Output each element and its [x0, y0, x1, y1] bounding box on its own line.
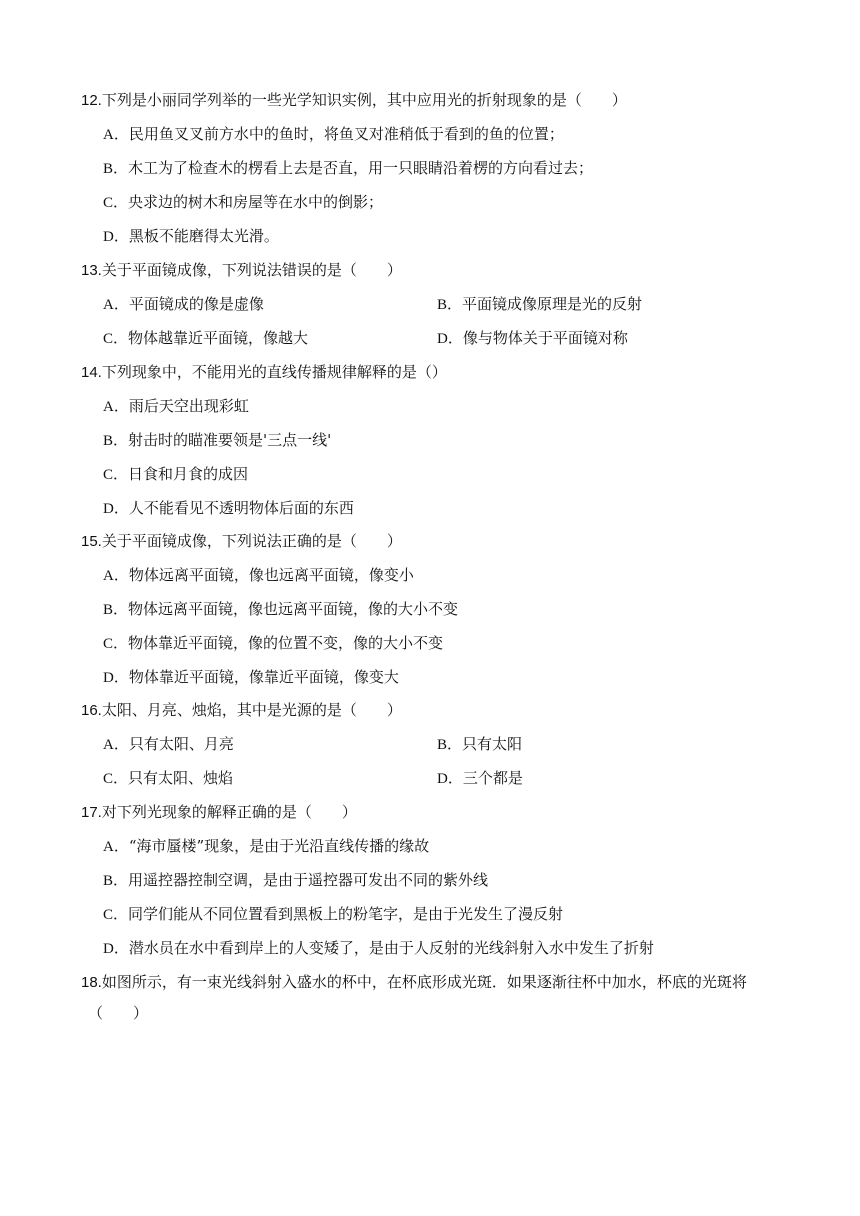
option-letter: D． — [437, 771, 463, 787]
option-text: 雨后天空出现彩虹 — [128, 397, 249, 415]
option-letter: A． — [103, 297, 129, 313]
option-letter: C． — [103, 331, 129, 347]
option-letter: B． — [103, 161, 129, 177]
question-number: 14. — [81, 364, 102, 381]
option-letter: D． — [437, 331, 463, 347]
option-text: “海市蜃楼”现象，是由于光沿直线传播的缘故 — [128, 837, 430, 855]
option-text: 射击时的瞄准要领是'三点一线' — [128, 431, 332, 449]
option-letter: D． — [103, 670, 129, 686]
option-letter: C． — [103, 195, 129, 211]
option-16-a — [103, 733, 234, 754]
question-stem: 下列是小丽同学列举的一些光学知识实例，其中应用光的折射现象的是（ ） — [101, 91, 627, 109]
option-17-b — [103, 869, 488, 890]
option-letter: B． — [103, 602, 129, 618]
option-12-d — [103, 225, 279, 246]
question-13 — [81, 259, 402, 280]
option-12-c — [103, 191, 383, 212]
option-text: 三个都是 — [462, 769, 523, 787]
option-letter: C． — [103, 907, 129, 923]
option-14-d — [103, 497, 354, 518]
question-number: 18. — [81, 974, 102, 991]
option-14-b — [103, 429, 331, 450]
option-13-b — [437, 293, 642, 314]
option-text: 像与物体关于平面镜对称 — [462, 329, 628, 347]
option-15-a — [103, 564, 414, 585]
option-text: 只有太阳 — [462, 735, 523, 753]
option-15-c — [103, 632, 443, 653]
question-stem: 太阳、月亮、烛焰，其中是光源的是（ ） — [101, 701, 402, 719]
question-number: 16. — [81, 702, 102, 719]
question-number: 15. — [81, 533, 102, 550]
option-16-c — [103, 767, 233, 788]
option-text: 只有太阳、烛焰 — [128, 769, 234, 787]
option-letter: D． — [103, 941, 129, 957]
question-stem: 关于平面镜成像，下列说法错误的是（ ） — [101, 261, 402, 279]
question-stem: 下列现象中，不能用光的直线传播规律解释的是（） — [101, 363, 447, 381]
option-text: 物体远离平面镜，像也远离平面镜，像的大小不变 — [128, 600, 459, 618]
option-14-a — [103, 395, 249, 416]
option-15-d — [103, 666, 399, 687]
option-text: 黑板不能磨得太光滑。 — [128, 227, 279, 245]
question-stem: 对下列光现象的解释正确的是（ ） — [101, 803, 357, 821]
option-letter: B． — [103, 433, 129, 449]
option-letter: C． — [103, 636, 129, 652]
option-14-c — [103, 463, 248, 484]
option-letter: D． — [103, 229, 129, 245]
question-stem: 如图所示，有一束光线斜射入盛水的杯中，在杯底形成光斑．如果逐渐往杯中加水，杯底的光斑将 — [101, 973, 747, 991]
option-letter: A． — [103, 399, 129, 415]
option-letter: D． — [103, 501, 129, 517]
option-text: 同学们能从不同位置看到黑板上的粉笔字，是由于光发生了漫反射 — [128, 905, 564, 923]
option-text: 央求边的树木和房屋等在水中的倒影； — [128, 193, 384, 211]
option-text: 人不能看见不透明物体后面的东西 — [128, 499, 354, 517]
option-letter: A． — [103, 737, 129, 753]
option-letter: A． — [103, 568, 129, 584]
option-letter: A． — [103, 839, 129, 855]
option-letter: C． — [103, 771, 129, 787]
option-text: 民用鱼叉叉前方水中的鱼时，将鱼叉对准稍低于看到的鱼的位置； — [128, 125, 564, 143]
option-text: 潜水员在水中看到岸上的人变矮了，是由于人反射的光线斜射入水中发生了折射 — [128, 939, 654, 957]
option-16-d — [437, 767, 523, 788]
question-15 — [81, 530, 402, 551]
option-letter: A． — [103, 127, 129, 143]
option-15-b — [103, 598, 458, 619]
option-letter: B． — [437, 297, 463, 313]
question-18 — [81, 971, 747, 992]
option-text: 用遥控器控制空调，是由于遥控器可发出不同的紫外线 — [128, 871, 489, 889]
question-16 — [81, 699, 402, 720]
question-12 — [81, 89, 627, 110]
option-17-d — [103, 937, 654, 958]
option-text: 日食和月食的成因 — [128, 465, 249, 483]
option-text: 物体靠近平面镜，像靠近平面镜，像变大 — [128, 668, 399, 686]
option-16-b — [437, 733, 522, 754]
option-text: 物体越靠近平面镜，像越大 — [128, 329, 309, 347]
question-number: 17. — [81, 804, 102, 821]
question-14 — [81, 361, 447, 382]
question-number: 13. — [81, 262, 102, 279]
option-17-c — [103, 903, 563, 924]
option-12-b — [103, 157, 593, 178]
option-text: 物体远离平面镜，像也远离平面镜，像变小 — [128, 566, 414, 584]
option-text: 木工为了检查木的楞看上去是否直，用一只眼睛沿着楞的方向看过去； — [128, 159, 594, 177]
option-13-d — [437, 327, 628, 348]
question-stem: 关于平面镜成像，下列说法正确的是（ ） — [101, 532, 402, 550]
question-18-continuation: （ ） — [88, 1004, 149, 1022]
option-text: 物体靠近平面镜，像的位置不变，像的大小不变 — [128, 634, 444, 652]
option-text: 平面镜成的像是虚像 — [128, 295, 264, 313]
question-17 — [81, 801, 357, 822]
option-12-a — [103, 123, 564, 144]
question-number: 12. — [81, 92, 102, 109]
option-letter: B． — [437, 737, 463, 753]
option-13-c — [103, 327, 308, 348]
option-text: 只有太阳、月亮 — [128, 735, 234, 753]
option-letter: B． — [103, 873, 129, 889]
option-13-a — [103, 293, 264, 314]
option-17-a — [103, 835, 429, 856]
option-letter: C． — [103, 467, 129, 483]
option-text: 平面镜成像原理是光的反射 — [462, 295, 643, 313]
